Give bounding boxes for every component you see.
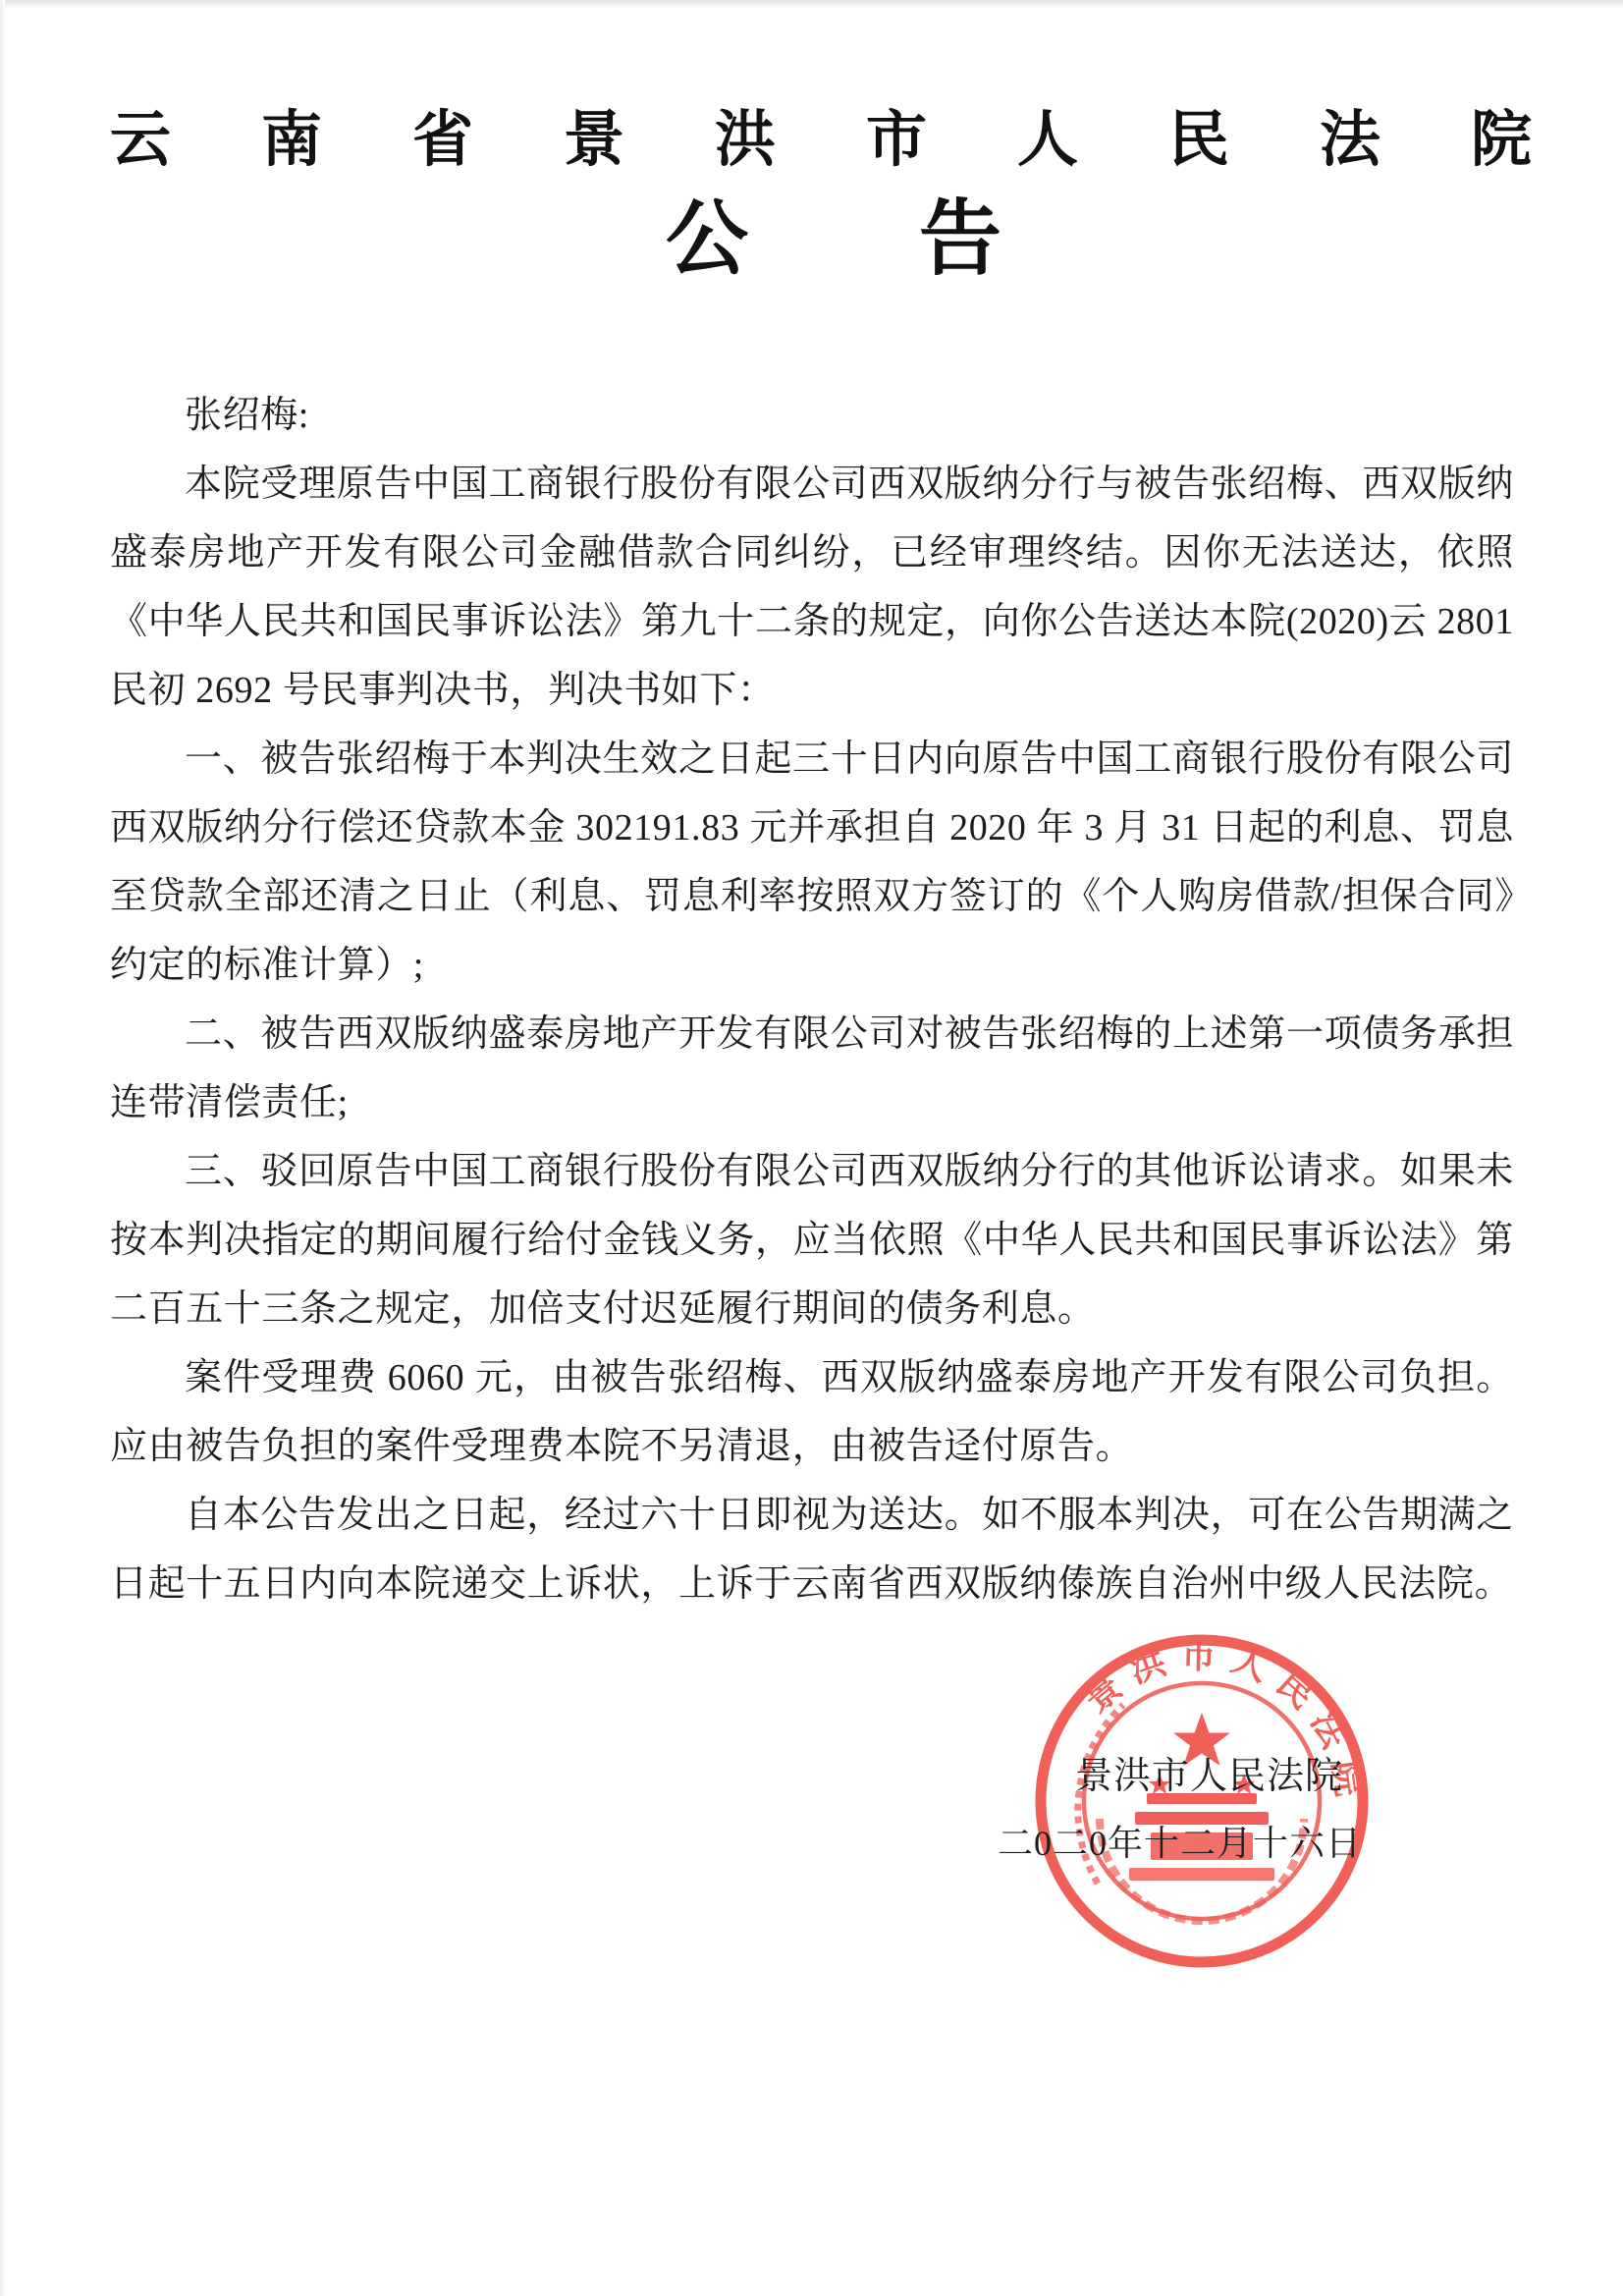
page-title: 云南省景洪市人民法院 — [110, 107, 1623, 174]
court-seal — [1029, 1626, 1375, 1976]
paragraph-service: 自本公告发出之日起，经过六十日即视为送达。如不服本判决，可在公告期满之日起十五日内向本院递交上诉状，上诉于云南省西双版纳傣族自治州中级人民法院。 — [110, 1495, 1514, 1605]
scan-artifact-top — [0, 0, 1623, 8]
court-signature: 景洪市人民法院 — [1075, 1756, 1344, 1797]
salutation: 张绍梅: — [185, 395, 309, 436]
scan-artifact-left — [0, 0, 5, 2296]
emblem-base — [1129, 1868, 1274, 1881]
paragraph-item-1: 一、被告张绍梅于本判决生效之日起三十日内向原告中国工商银行股份有限公司西双版纳分行偿还贷款本金 302191.83 元并承担自 2020 年 3 月 31 日起的利息、罚息至贷款全部还清之日止（利息、罚息利率按照双方签订的《个人购房借款/担保合同》约定的标准计算）; — [110, 738, 1514, 986]
seal-ring-text: 景洪市人民法院 — [1077, 1635, 1371, 1812]
paragraph-fees: 案件受理费 6060 元，由被告张绍梅、西双版纳盛泰房地产开发有限公司负担。应由被告负担的案件受理费本院不另清退，由被告迳付原告。 — [110, 1357, 1514, 1467]
notice-title: 公 告 — [666, 194, 1004, 286]
notice-body — [110, 381, 1514, 1618]
paragraph-item-3: 三、驳回原告中国工商银行股份有限公司西双版纳分行的其他诉讼请求。如果未按本判决指定的期间履行给付金钱义务，应当依照《中华人民共和国民事诉讼法》第二百五十三条之规定，加倍支付迟延履行期间的债务利息。 — [110, 1151, 1514, 1330]
paragraph-item-2: 二、被告西双版纳盛泰房地产开发有限公司对被告张绍梅的上述第一项债务承担连带清偿责任; — [110, 1013, 1514, 1123]
notice-date: 二0二0年十二月十六日 — [998, 1824, 1363, 1863]
paragraph-intro: 本院受理原告中国工商银行股份有限公司西双版纳分行与被告张绍梅、西双版纳盛泰房地产开发有限公司金融借款合同纠纷，已经审理终结。因你无法送达，依照《中华人民共和国民事诉讼法》第九十二条的规定，向你公告送达本院(2020)云 2801 民初 2692 号民事判决书，判决书如下： — [110, 464, 1514, 711]
